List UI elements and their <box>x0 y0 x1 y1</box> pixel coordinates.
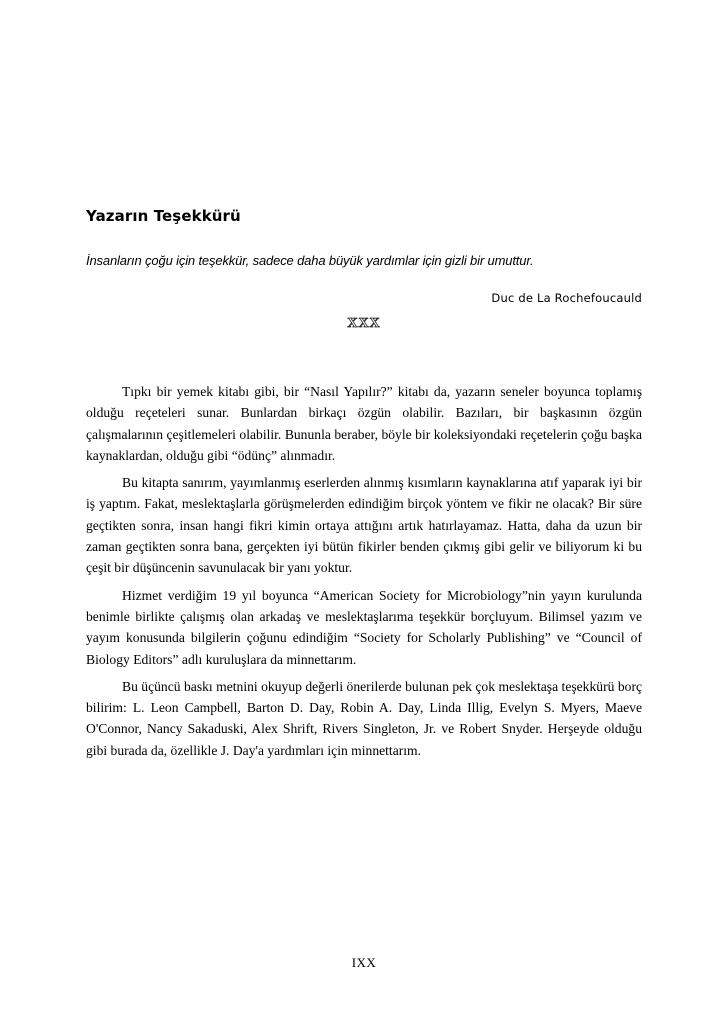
epigraph-quote: İnsanların çoğu için teşekkür, sadece daha büyük yardımlar için gizli bir umuttur. <box>86 253 534 268</box>
body-text <box>86 381 642 767</box>
paragraph-3: Hizmet verdiğim 19 yıl boyunca “American Society for Microbiology”nin yayın kurulunda benimle birlikte çalışmış olan arkadaş ve meslektaşlarıma teşekkür borçluyum. Bilimsel yazım ve yayım konusunda bilgilerin çoğunu edindiğim “Society for Scholarly Publishing” ve “Council of Biology Editors” adlı kuruluşlara da minnettarım. <box>86 587 642 667</box>
page-number: IXX <box>351 955 377 970</box>
paragraph-1: Tıpkı bir yemek kitabı gibi, bir “Nasıl Yapılır?” kitabı da, yazarın seneler boyunca toplamış olduğu reçeteleri sunar. Bunlardan birkaçı özgün olabilir. Bazıları, bir başkasının özgün çalışmalarının çeşitlemeleri olabilir. Bununla beraber, böyle bir koleksiyondaki reçetelerin çoğu başka kaynaklardan, olduğu gibi “ödünç” alınmadır. <box>86 384 642 463</box>
section-ornament: XXX <box>347 316 381 331</box>
paragraph-2: Bu kitapta sanırım, yayımlanmış eserlerden alınmış kısımların kaynaklarına atıf yaparak iyi bir iş yaptım. Fakat, meslektaşlarla görüşmelerden edindiğim birçok yöntem ve fikir ne olacak? Bir süre geçtikten sonra, insan hangi fikri kimin ortaya attığını artık hatırlayamaz. Hatta, daha da uzun bir zaman geçtikten sonra bana, gerçekten iyi bütün fikirler benden çıkmış gibi gelir ve biliyorum ki bu çeşit bir düşüncenin savunulacak bir yanı yoktur. <box>86 475 642 576</box>
page-title: Yazarın Teşekkürü <box>86 207 241 225</box>
epigraph-attribution: Duc de La Rochefoucauld <box>491 291 642 305</box>
paragraph-4: Bu üçüncü baskı metnini okuyup değerli önerilerde bulunan pek çok meslektaşa teşekkürü borç bilirim: L. Leon Campbell, Barton D. Day, Robin A. Day, Linda Illig, Evelyn S. Myers, Maeve O'Connor, Nancy Sakaduski, Alex Shrift, Rivers Singleton, Jr. ve Robert Snyder. Herşeyde olduğu gibi burada da, özellikle J. Day'a yardımları için minnettarım. <box>86 678 642 758</box>
